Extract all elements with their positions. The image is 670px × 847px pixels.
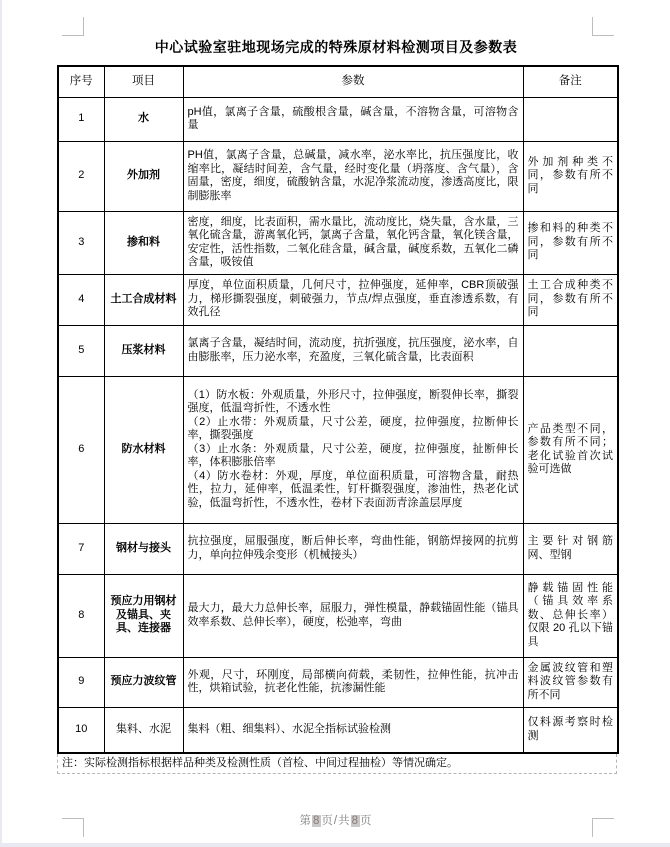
item-cell: 土工合成材料	[104, 274, 183, 325]
params-line: （4）防水卷材：外观，厚度，单位面积质量，可溶物含量，耐热性，拉力，延伸率，低温柔性，钉杆撕裂强度，渗油性，热老化试验，低温弯折性，不透水性，卷材下表面沥青涂盖层厚度	[187, 469, 519, 509]
item-cell: 压浆材料	[104, 325, 183, 376]
header-item: 项目	[104, 66, 183, 97]
seq-cell: 1	[58, 97, 104, 141]
remark-cell: 静载锚固性能（锚具效率系数、总伸长率）仅限 20 孔以下锚具	[523, 574, 618, 657]
footer-suffix: 页	[360, 815, 373, 827]
params-cell	[183, 274, 523, 325]
params-cell	[183, 657, 523, 707]
remark-cell: 产品类型不同，参数有所不同；老化试验首次试验可选做	[523, 376, 618, 523]
margin-corner-mark-top-right	[592, 17, 614, 36]
test-items-table-wrap	[57, 65, 617, 774]
params-cell	[183, 523, 523, 574]
footer-prefix: 第	[299, 815, 312, 827]
seq-cell: 9	[58, 657, 104, 707]
margin-corner-mark-top-left	[62, 17, 84, 36]
table-row	[58, 141, 618, 211]
remark-cell: 主要针对钢筋网、型钢	[523, 523, 618, 574]
params-line: 最大力，最大力总伸长率，屈服力，弹性模量，静载锚固性能（锚具效率系数、总伸长率），硬度，松弛率，弯曲	[187, 602, 519, 628]
remark-cell: 仅料源考察时检测	[523, 707, 618, 753]
seq-cell: 2	[58, 141, 104, 211]
header-params: 参数	[183, 66, 523, 97]
params-line: PH值，氯离子含量，总碱量，减水率，泌水率比，抗压强度比，收缩率比，凝结时间差，含气量，经时变化量（坍落度、含气量），含固量，密度，细度，硫酸钠含量，水泥净浆流动度，渗透高度比，限制膨胀率	[187, 149, 519, 202]
remark-cell: 土工合成种类不同，参数有所不同	[523, 274, 618, 325]
item-cell: 集料、水泥	[104, 707, 183, 753]
table-row	[58, 376, 618, 523]
params-line: （1）防水板：外观质量，外形尺寸，拉伸强度，断裂伸长率，撕裂强度，低温弯折性，不透水性	[187, 388, 519, 415]
item-cell: 掺和料	[104, 211, 183, 274]
document-page	[2, 0, 670, 843]
remark-cell: 外加剂种类不同，参数有所不同	[523, 141, 618, 211]
seq-cell: 6	[58, 376, 104, 523]
params-cell	[183, 707, 523, 753]
params-cell	[183, 211, 523, 274]
footer-total-pages: 8	[351, 815, 359, 827]
header-row	[58, 66, 618, 97]
params-line: 氯离子含量，凝结时间，流动度，抗折强度，抗压强度，泌水率，自由膨胀率，压力泌水率，充盈度，三氧化硫含量，比表面积	[187, 337, 519, 363]
item-cell: 钢材与接头	[104, 523, 183, 574]
item-cell: 预应力波纹管	[104, 657, 183, 707]
page-edge-shadow	[0, 843, 670, 847]
params-line: 密度，细度，比表面积，需水量比，流动度比，烧失量，含水量，三氧化硫含量，游离氧化钙，氯离子含量，氧化钙含量，氧化镁含量，安定性，活性指数，二氧化硅含量，碱含量，碱度系数，五氧化二磷含量，吸铵值	[187, 215, 519, 268]
params-line: pH值，氯离子含量，硫酸根含量，碱含量，不溶物含量，可溶物含量	[187, 105, 519, 131]
footer-middle: 页/共	[321, 815, 351, 827]
remark-cell: 金属波纹管和塑料波纹管参数有所不同	[523, 657, 618, 707]
remark-cell	[523, 325, 618, 376]
table-body	[58, 97, 618, 753]
params-cell	[183, 97, 523, 141]
item-cell: 预应力用钢材及锚具、夹具、连接器	[104, 574, 183, 657]
test-items-table	[57, 65, 619, 754]
page-title: 中心试验室驻地现场完成的特殊原材料检测项目及参数表	[154, 39, 518, 55]
seq-cell: 3	[58, 211, 104, 274]
params-line: （3）止水条：外观质量，尺寸公差，硬度，拉伸强度，扯断伸长率，体积膨胀倍率	[187, 442, 519, 469]
params-line: （2）止水带：外观质量，尺寸公差，硬度，拉伸强度，拉断伸长率，撕裂强度	[187, 415, 519, 442]
remark-cell	[523, 97, 618, 141]
params-cell	[183, 141, 523, 211]
table-row	[58, 325, 618, 376]
page-footer	[2, 812, 670, 828]
header-seq: 序号	[58, 66, 104, 97]
item-cell: 水	[104, 97, 183, 141]
table-row	[58, 274, 618, 325]
seq-cell: 5	[58, 325, 104, 376]
table-row	[58, 523, 618, 574]
header-remark: 备注	[523, 66, 618, 97]
params-line: 抗拉强度，屈服强度，断后伸长率，弯曲性能，钢筋焊接网的抗剪力，单向拉伸残余变形（机械接头）	[187, 535, 519, 561]
params-line: 厚度，单位面积质量，几何尺寸，拉伸强度，延伸率，CBR顶破强力，梯形撕裂强度，刺破强力，节点/焊点强度，垂直渗透系数，有效孔径	[187, 279, 519, 319]
item-cell: 外加剂	[104, 141, 183, 211]
params-cell	[183, 325, 523, 376]
seq-cell: 8	[58, 574, 104, 657]
params-cell	[183, 574, 523, 657]
table-row	[58, 574, 618, 657]
seq-cell: 4	[58, 274, 104, 325]
footer-page-number: 8	[312, 815, 321, 827]
params-line: 外观，尺寸，环刚度，局部横向荷载，柔韧性，拉伸性能，抗冲击性，烘箱试验，抗老化性能，抗渗漏性能	[187, 668, 519, 694]
table-row	[58, 707, 618, 753]
params-line: 集料（粗、细集料）、水泥全指标试验检测	[187, 723, 391, 735]
table-row	[58, 657, 618, 707]
item-cell: 防水材料	[104, 376, 183, 523]
table-note: 注：实际检测指标根据样品种类及检测性质（首检、中间过程抽检）等情况确定。	[57, 754, 617, 774]
table-row	[58, 97, 618, 141]
seq-cell: 7	[58, 523, 104, 574]
table-header	[58, 66, 618, 97]
params-cell	[183, 376, 523, 523]
remark-cell: 掺和料的种类不同，参数有所不同	[523, 211, 618, 274]
table-row	[58, 211, 618, 274]
seq-cell: 10	[58, 707, 104, 753]
